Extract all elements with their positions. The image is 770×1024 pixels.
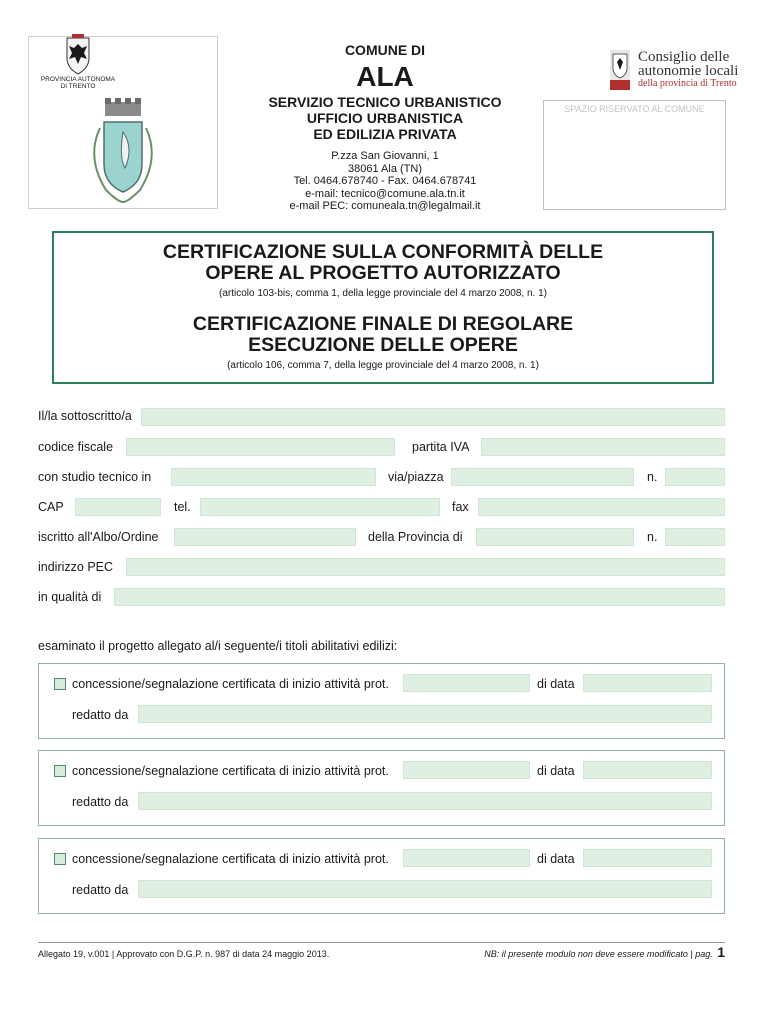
title2 <box>54 314 712 356</box>
codice-fiscale-label: codice fiscale <box>38 440 114 454</box>
prot-field[interactable] <box>403 849 530 867</box>
tel-label: tel. <box>174 500 191 514</box>
town-name: ALA <box>356 61 414 92</box>
titolo-checkbox[interactable] <box>54 678 66 690</box>
office-address <box>230 150 540 213</box>
fax-label: fax <box>452 500 469 514</box>
redatto-label: redatto da <box>72 708 129 722</box>
qualita-field[interactable] <box>114 588 725 606</box>
title1-line2: OPERE AL PROGETTO AUTORIZZATO <box>205 262 561 284</box>
title2-subtitle: (articolo 106, comma 7, della legge provinciale del 4 marzo 2008, n. 1) <box>227 360 539 371</box>
via-label: via/piazza <box>388 470 444 484</box>
title1-subtitle: (articolo 103-bis, comma 1, della legge provinciale del 4 marzo 2008, n. 1) <box>219 288 547 299</box>
albo-field[interactable] <box>174 528 356 546</box>
albo-label: iscritto all'Albo/Ordine <box>38 530 159 544</box>
consiglio-line2: autonomie locali <box>638 63 739 79</box>
titolo-label: concessione/segnalazione certificata di inizio attività prot. <box>72 764 389 778</box>
reserved-box <box>543 100 726 210</box>
date-field[interactable] <box>583 849 712 867</box>
prot-field[interactable] <box>403 761 530 779</box>
consiglio-name <box>638 50 738 89</box>
footer-right <box>440 944 725 962</box>
footer-note: NB: il presente modulo non deve essere modificato | pag. <box>484 949 713 959</box>
di-data-label: di data <box>537 764 575 778</box>
studio-field[interactable] <box>171 468 376 486</box>
studio-label: con studio tecnico in <box>38 470 152 484</box>
titolo-checkbox[interactable] <box>54 853 66 865</box>
consiglio-line1: Consiglio delle <box>638 49 730 65</box>
title-box <box>52 231 714 384</box>
footer-divider <box>38 942 725 943</box>
titolo-section-2 <box>38 750 725 826</box>
consiglio-logo-icon <box>610 50 630 90</box>
page-number: 1 <box>717 944 725 960</box>
province-name-line1: PROVINCIA AUTONOMA <box>40 76 116 83</box>
footer-left: Allegato 19, v.001 | Approvato con D.G.P. n. 987 di data 24 maggio 2013. <box>38 949 330 959</box>
partita-iva-field[interactable] <box>481 438 725 456</box>
titolo-label: concessione/segnalazione certificata di inizio attività prot. <box>72 852 389 866</box>
qualita-label: in qualità di <box>38 590 102 604</box>
via-field[interactable] <box>451 468 634 486</box>
province-name-line2: DI TRENTO <box>60 83 96 90</box>
pec-field[interactable] <box>126 558 725 576</box>
consiglio-line3: della provincia di Trento <box>638 78 737 89</box>
provincia-label: della Provincia di <box>368 530 463 544</box>
redatto-label: redatto da <box>72 883 129 897</box>
redatto-field[interactable] <box>138 880 712 898</box>
title1-line1: CERTIFICAZIONE SULLA CONFORMITÀ DELLE <box>162 241 604 263</box>
title2-line2: ESECUZIONE DELLE OPERE <box>248 334 518 356</box>
codice-fiscale-field[interactable] <box>126 438 395 456</box>
title2-line1: CERTIFICAZIONE FINALE DI REGOLARE <box>192 313 574 335</box>
redatto-label: redatto da <box>72 795 129 809</box>
address-street: P.zza San Giovanni, 1 <box>331 150 439 162</box>
reserved-box-label: SPAZIO RISERVATO AL COMUNE <box>564 104 705 114</box>
comune-di-label: COMUNE DI <box>344 42 426 58</box>
di-data-label: di data <box>537 677 575 691</box>
redatto-field[interactable] <box>138 705 712 723</box>
comune-crest-logo <box>78 98 168 206</box>
titolo-label: concessione/segnalazione certificata di inizio attività prot. <box>72 677 389 691</box>
fax-field[interactable] <box>478 498 725 516</box>
partita-iva-label: partita IVA <box>412 440 470 454</box>
albo-number-field[interactable] <box>665 528 725 546</box>
civic-number-field[interactable] <box>665 468 725 486</box>
address-email: e-mail: tecnico@comune.ala.tn.it <box>305 187 465 200</box>
provincia-field[interactable] <box>476 528 634 546</box>
titolo-section-3 <box>38 838 725 914</box>
office-line2: UFFICIO URBANISTICA <box>306 110 464 126</box>
pec-label: indirizzo PEC <box>38 560 114 574</box>
tel-field[interactable] <box>200 498 440 516</box>
redatto-field[interactable] <box>138 792 712 810</box>
esaminato-label: esaminato il progetto allegato al/i seguente/i titoli abilitativi edilizi: <box>38 639 398 653</box>
office-name <box>230 94 540 142</box>
office-line1: SERVIZIO TECNICO URBANISTICO <box>268 94 502 110</box>
cap-field[interactable] <box>75 498 161 516</box>
albo-number-label: n. <box>647 530 658 544</box>
prot-field[interactable] <box>403 674 530 692</box>
provincia-eagle-logo <box>63 34 93 76</box>
titolo-section-1 <box>38 663 725 739</box>
address-phone: Tel. 0464.678740 - Fax. 0464.678741 <box>293 175 477 187</box>
address-pec: e-mail PEC: comuneala.tn@legalmail.it <box>289 200 481 212</box>
province-name <box>30 76 126 90</box>
office-line3: ED EDILIZIA PRIVATA <box>313 126 457 142</box>
date-field[interactable] <box>583 674 712 692</box>
cap-label: CAP <box>38 500 64 514</box>
sottoscritto-field[interactable] <box>141 408 725 426</box>
title1 <box>54 242 712 284</box>
titolo-checkbox[interactable] <box>54 765 66 777</box>
date-field[interactable] <box>583 761 712 779</box>
sottoscritto-label: Il/la sottoscritto/a <box>38 409 132 423</box>
address-city: 38061 Ala (TN) <box>348 162 422 175</box>
di-data-label: di data <box>537 852 575 866</box>
civic-number-label: n. <box>647 470 658 484</box>
